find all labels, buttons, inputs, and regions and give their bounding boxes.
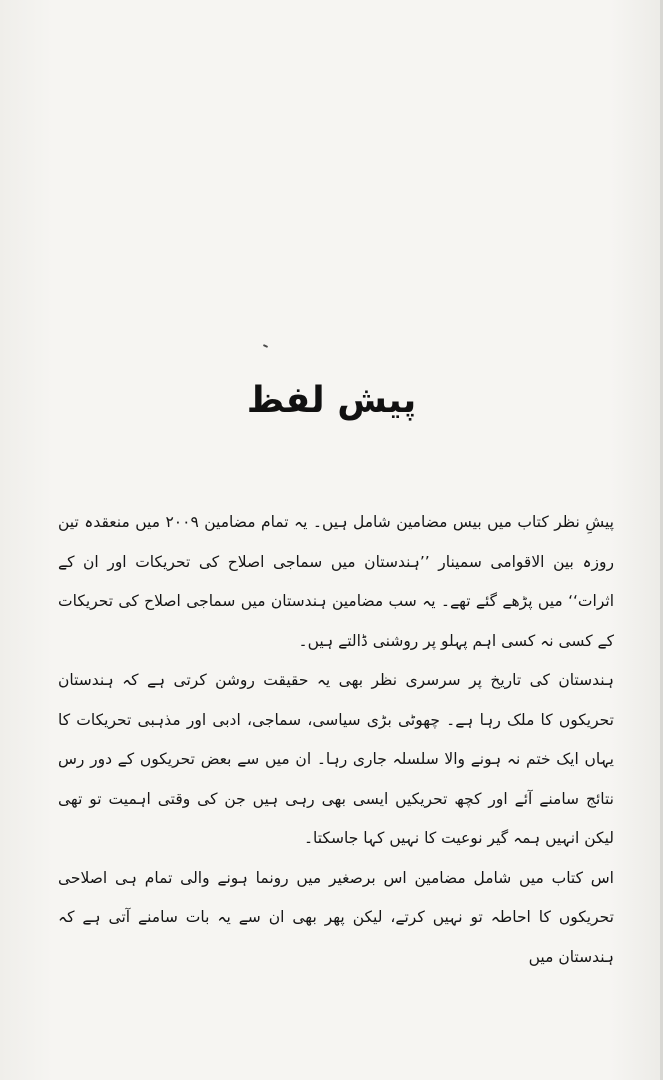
paragraph-1: پیشِ نظر کتاب میں بیس مضامین شامل ہیں۔ یہ تمام مضامین ۲۰۰۹ میں منعقدہ تین روزہ بین الاقوامی سمینار ’’ہندستان میں سماجی اصلاح کی تحریکات اور ان کے اثرات‘‘ میں پڑھے گئے تھے۔ یہ سب مضامین ہندستان میں سماجی اصلاح کی تحریکات کے کسی نہ کسی اہم پہلو پر روشنی ڈالتے ہیں۔ <box>58 513 614 650</box>
page-title: پیش لفظ <box>246 380 417 421</box>
ink-speck <box>263 344 268 348</box>
body-text <box>58 503 614 977</box>
paragraph-2: ہندستان کی تاریخ پر سرسری نظر بھی یہ حقیقت روشن کرتی ہے کہ ہندستان تحریکوں کا ملک رہا ہے۔ چھوٹی بڑی سیاسی، سماجی، ادبی اور مذہبی تحریکات کا یہاں ایک ختم نہ ہونے والا سلسلہ جاری رہا۔ ان میں سے بعض تحریکوں کے دور رس نتائج سامنے آئے اور کچھ تحریکیں ایسی بھی رہی ہیں جن کی وقتی اہمیت تو تھی لیکن انہیں ہمہ گیر نوعیت کا نہیں کہا جاسکتا۔ <box>58 671 614 847</box>
paragraph-3: اس کتاب میں شامل مضامین اس برصغیر میں رونما ہونے والی تمام ہی اصلاحی تحریکوں کا احاطہ تو نہیں کرتے، لیکن پھر بھی ان سے یہ بات سامنے آتی ہے کہ ہندستان میں <box>58 868 614 966</box>
